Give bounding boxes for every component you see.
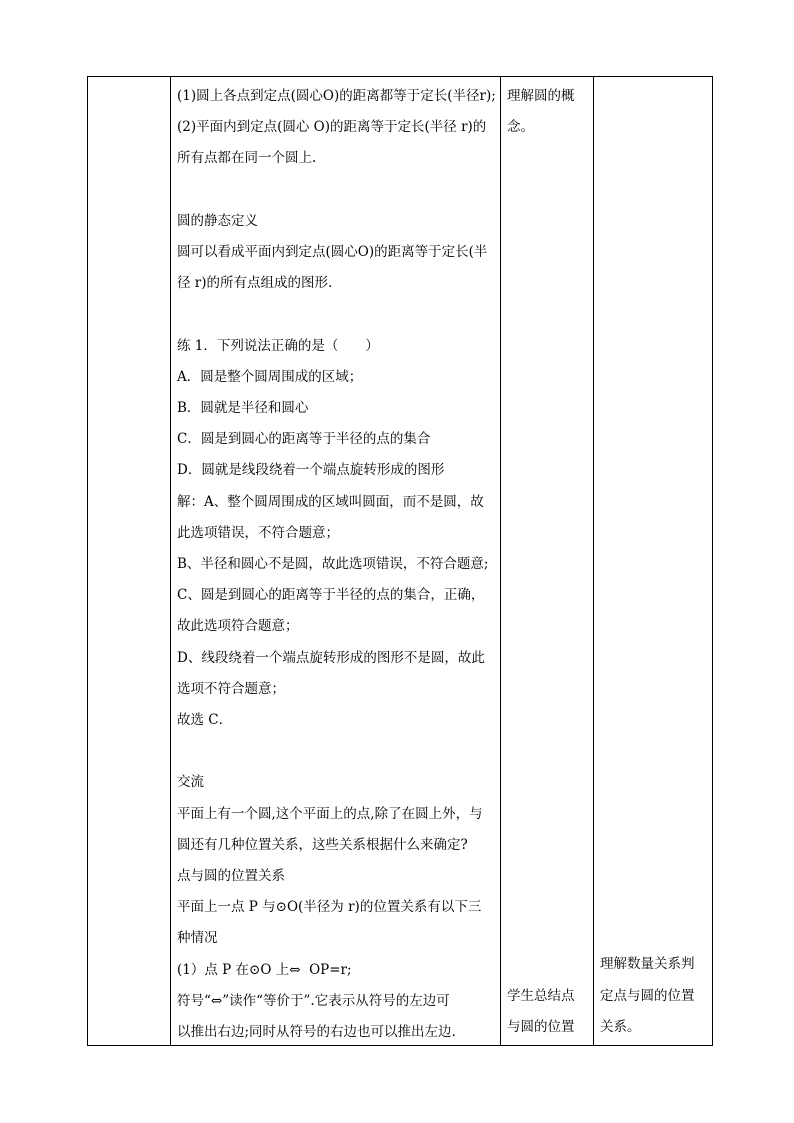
content-line (177, 299, 496, 330)
content-line: 径 r)的所有点组成的图形. (177, 275, 333, 292)
content-line: D、线段绕着一个端点旋转形成的图形不是圆，故此 (177, 649, 485, 666)
student-activity-line: 学生总结点 (507, 987, 575, 1004)
design-intent-line: 理解数量关系判 (600, 956, 695, 973)
content-line: A．圆是整个圆周围成的区域； (177, 368, 363, 385)
content-line: 圆还有几种位置关系，这些关系根据什么来确定? (177, 836, 468, 853)
design-intent-bottom (600, 949, 708, 1043)
table-cell-content (171, 77, 501, 1046)
content-line: D．圆就是线段绕着一个端点旋转形成的图形 (177, 462, 445, 479)
student-activity-bottom (507, 981, 589, 1043)
content-line: 种情况 (177, 930, 218, 947)
content-line: 所有点都在同一个圆上. (177, 150, 317, 167)
content-line: (1）点 P 在⊙O 上⇔ OP=r; (177, 961, 352, 978)
content-line: C．圆是到圆心的距离等于半径的点的集合 (177, 431, 431, 448)
content-line: 以推出右边;同时从符号的右边也可以推出左边. (177, 1024, 456, 1041)
table-cell-design-intent (594, 77, 713, 1046)
content-line: 平面上有一个圆,这个平面上的点,除了在圆上外，与 (177, 805, 483, 822)
content-line: 符号“⇔”读作“等价于”.它表示从符号的左边可 (177, 992, 450, 1009)
student-activity-line: 理解圆的概 (507, 88, 575, 104)
lesson-plan-table (87, 76, 713, 1046)
content-line: 平面上一点 P 与⊙O(半径为 r)的位置关系有以下三 (177, 899, 482, 916)
content-line: 圆的静态定义 (177, 212, 258, 229)
table-cell-section (88, 77, 171, 1046)
content-line: 故此选项符合题意； (177, 618, 299, 635)
content-line: 交流 (177, 774, 204, 791)
content-line: C、圆是到圆心的距离等于半径的点的集合，正确， (177, 587, 485, 604)
content-line: 圆可以看成平面内到定点(圆心O)的距离等于定长(半 (177, 244, 488, 260)
student-activity-line: 念。 (507, 119, 534, 136)
student-activity-line: 与圆的位置 (507, 1018, 575, 1035)
content-line: (1)圆上各点到定点(圆心O)的距离都等于定长(半径r); (177, 88, 496, 104)
content-line (177, 736, 496, 767)
content-line: 故选 C． (177, 712, 233, 729)
design-intent-line: 定点与圆的位置 (600, 987, 695, 1004)
student-activity-top (501, 77, 593, 143)
content-line: 点与圆的位置关系 (177, 868, 285, 885)
content-line: B、半径和圆心不是圆，故此选项错误，不符合题意; (177, 556, 489, 573)
content-line: 选项不符合题意； (177, 680, 285, 697)
content-line: B．圆就是半径和圆心 (177, 400, 309, 416)
content-lines (171, 77, 500, 1048)
content-line (177, 175, 496, 206)
content-line: 解：A、整个圆周围成的区域叫圆面，而不是圆，故 (177, 493, 484, 510)
content-line: 练 1．下列说法正确的是（ ） (177, 337, 379, 354)
table-cell-student-activity (501, 77, 594, 1046)
table-row (88, 77, 713, 1046)
content-line: 此选项错误，不符合题意； (177, 524, 339, 541)
design-intent-line: 关系。 (600, 1018, 641, 1035)
content-line: (2)平面内到定点(圆心 O)的距离等于定长(半径 r)的 (177, 119, 487, 136)
